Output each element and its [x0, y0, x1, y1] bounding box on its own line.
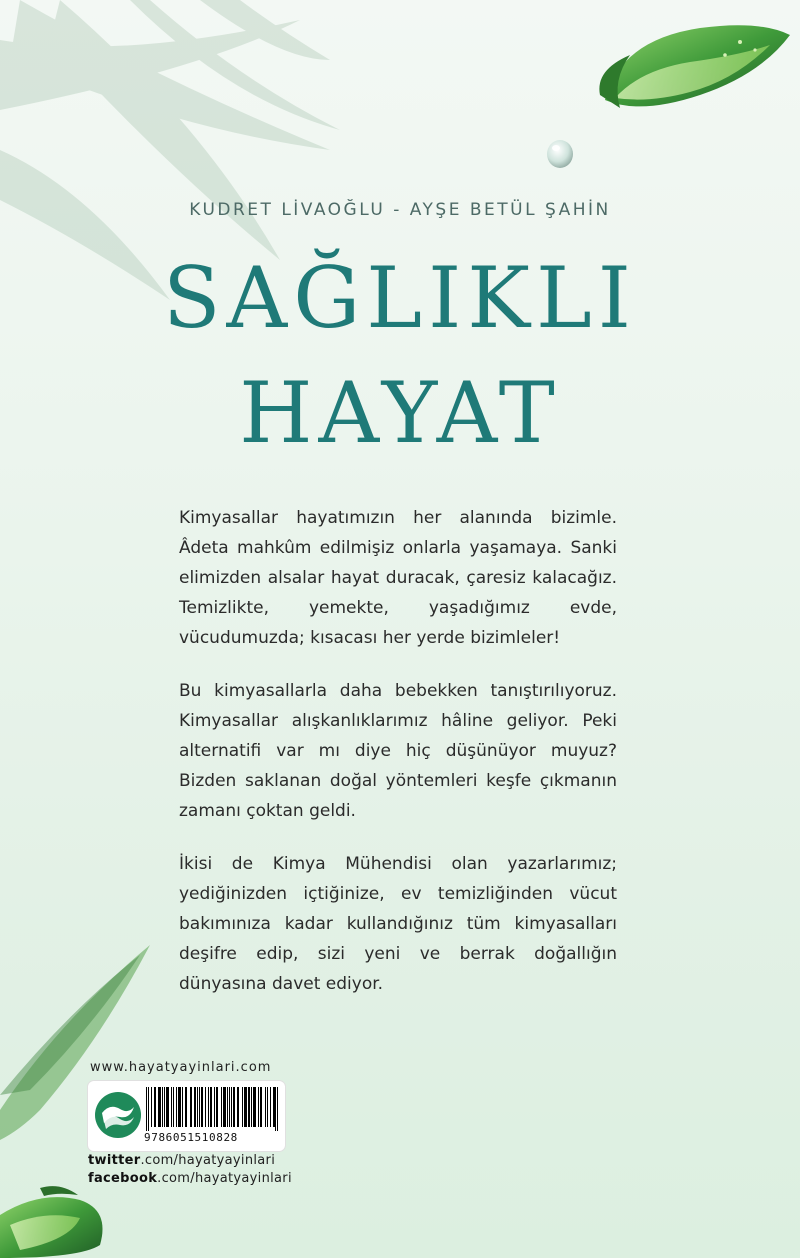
barcode-bar — [208, 1087, 209, 1127]
barcode-bar — [158, 1087, 161, 1127]
barcode-bar — [273, 1087, 275, 1127]
barcode-bar — [260, 1087, 262, 1127]
barcode-bar — [223, 1087, 226, 1127]
barcode-bar — [229, 1087, 230, 1127]
book-title-line-2: HAYAT — [239, 364, 561, 462]
blurb-paragraph-2: Bu kimyasallarla daha bebekken tanıştırılıyoruz. Kimyasallar alışkanlıklarımız hâline geliyor. Peki alternatifi var mı diye hiç düşünüyor muyuz? Bizden saklanan doğal yöntemleri keşfe çıkmanın zamanı çoktan geldi. — [179, 681, 617, 821]
barcode-bar — [248, 1087, 250, 1127]
barcode-bar — [173, 1087, 174, 1127]
barcode-bar — [227, 1087, 228, 1127]
barcode-bar — [244, 1087, 247, 1127]
twitter-brand: twitter — [88, 1153, 141, 1168]
barcode-bar — [242, 1087, 243, 1127]
barcode-bar — [148, 1087, 149, 1131]
barcode-bar — [221, 1087, 222, 1127]
barcode-bar — [154, 1087, 156, 1127]
barcode-bar — [275, 1087, 276, 1131]
barcode-bar — [205, 1087, 206, 1127]
barcode-bar — [182, 1087, 183, 1127]
barcode-bar — [166, 1087, 169, 1127]
barcode-bar — [233, 1087, 235, 1127]
barcode-bar — [237, 1087, 239, 1127]
facebook-link[interactable] — [88, 1171, 292, 1186]
barcode-bar — [201, 1087, 203, 1127]
barcode-panel — [88, 1081, 285, 1151]
barcode-bar — [162, 1087, 163, 1127]
barcode-bar — [265, 1087, 266, 1127]
barcode-bar — [210, 1087, 212, 1127]
barcode-bar — [164, 1087, 165, 1127]
blurb — [179, 503, 617, 1022]
barcode-bar — [176, 1087, 177, 1127]
facebook-brand: facebook — [88, 1171, 158, 1186]
isbn-barcode — [144, 1087, 280, 1131]
barcode-bar — [214, 1087, 215, 1127]
blurb-paragraph-1: Kimyasallar hayatımızın her alanında bizimle. Âdeta mahkûm edilmişiz onlarla yaşamaya. Sanki elimizden alsalar hayat duracak, çaresiz kalacağız. Temizlikte, yemekte, yaşadığımız evde, vücudumuzda; kısacası her yerde bizimleler! — [179, 508, 617, 648]
barcode-bar — [197, 1087, 198, 1127]
blurb-paragraph-3: İkisi de Kimya Mühendisi olan yazarlarımız; yediğinizden içtiğinize, ev temizliğinden vücut bakımınıza kadar kullandığınız tüm kimyasalları deşifre edip, sizi yeni ve berrak doğallığın dünyasına davet ediyor. — [179, 854, 617, 994]
barcode-bar — [146, 1087, 147, 1131]
barcode-bar — [151, 1087, 152, 1127]
aloe-leaf-bottom-left — [0, 1186, 103, 1258]
barcode-bar — [194, 1087, 196, 1127]
barcode-bar — [185, 1087, 187, 1127]
barcode-bar — [251, 1087, 252, 1127]
barcode-bar — [231, 1087, 232, 1127]
twitter-path: .com/hayatyayinlari — [140, 1153, 276, 1168]
barcode-bar — [277, 1087, 278, 1131]
author-names: KUDRET LİVAOĞLU - AYŞE BETÜL ŞAHİN — [189, 200, 611, 220]
publisher-logo-icon — [94, 1091, 142, 1139]
barcode-bar — [171, 1087, 172, 1127]
barcode-bar — [267, 1087, 268, 1127]
barcode-bar — [178, 1087, 181, 1127]
barcode-bar — [199, 1087, 200, 1127]
book-title-line-1: SAĞLIKLI — [163, 249, 637, 347]
barcode-bar — [253, 1087, 256, 1127]
isbn-number: 9786051510828 — [144, 1131, 238, 1144]
publisher-website[interactable]: www.hayatyayinlari.com — [90, 1060, 272, 1075]
barcode-bar — [190, 1087, 192, 1127]
water-drop — [547, 140, 573, 168]
aloe-leaf-top-right — [599, 25, 790, 108]
barcode-bar — [258, 1087, 259, 1127]
twitter-link[interactable] — [88, 1153, 275, 1168]
barcode-bar — [270, 1087, 271, 1127]
facebook-path: .com/hayatyayinlari — [157, 1171, 292, 1186]
barcode-bar — [216, 1087, 218, 1127]
